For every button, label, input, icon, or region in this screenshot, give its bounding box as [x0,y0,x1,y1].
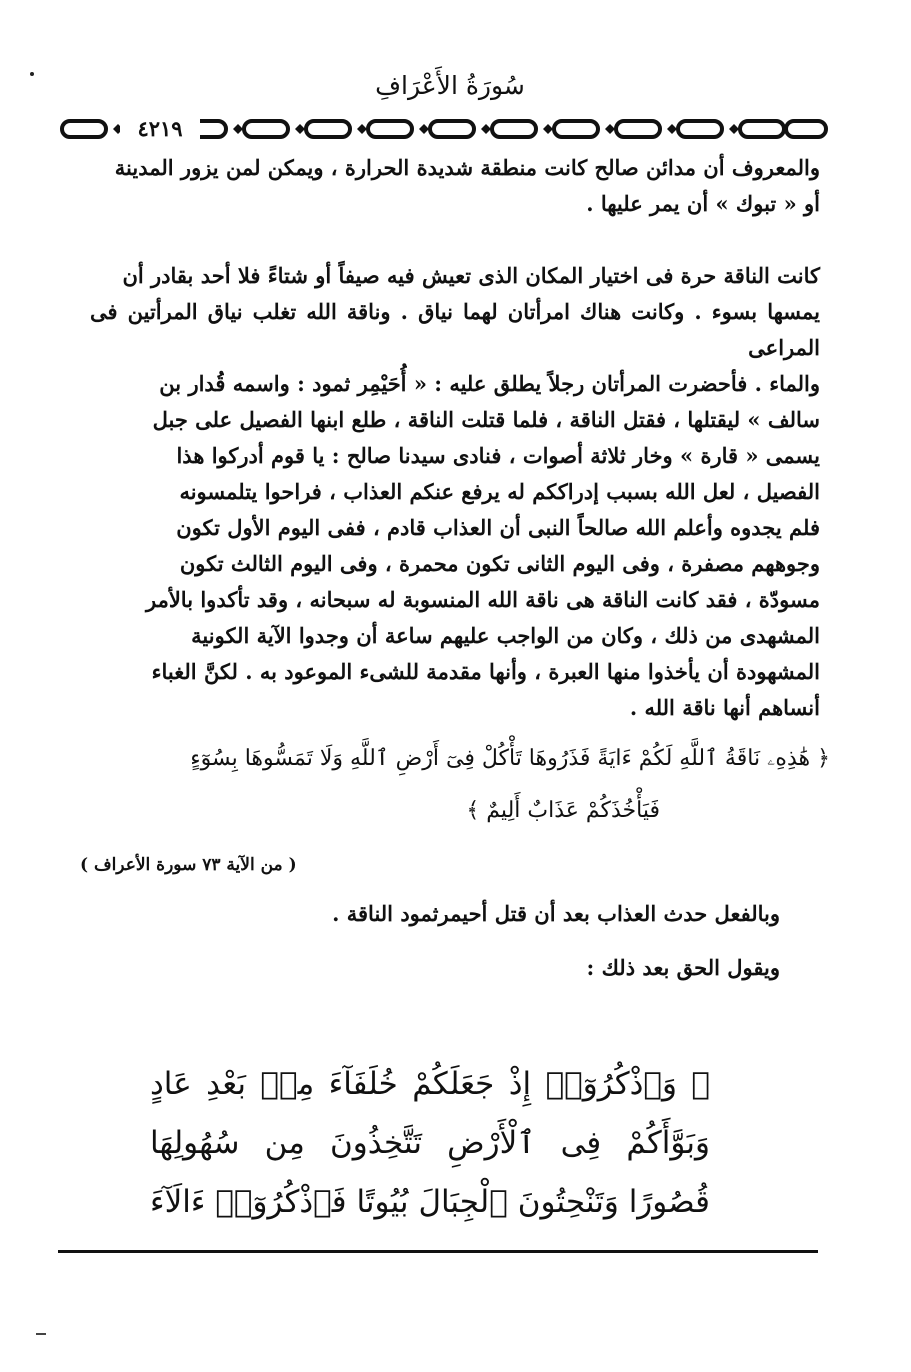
verse-line: وَبَوَّأَكُمْ فِى ٱلْأَرْضِ تَتَّخِذُونَ مِن سُهُولِهَا [150,1125,710,1161]
quran-verse-74 [150,1055,710,1232]
text-line: يسمى « قارة » وخار ثلاثة أصوات ، فنادى سيدنا صالح : يا قوم أدركوا هذا [176,443,820,468]
text-line: الفصيل ، لعل الله بسبب إدراككم له يرفع عنكم العذاب ، فراحوا يتلمسونه [179,479,820,504]
text-line: سالف » ليقتلها ، فقتل الناقة ، فلما قتلت الناقة ، طلع ابنها الفصيل على جبل [152,407,820,432]
page-speck [30,72,34,76]
text-line: مسودّة ، فقد كانت الناقة هى ناقة الله المنسوبة له سبحانه ، وقد تأكدوا بالأمر [145,587,820,612]
text-line: يمسها بسوء . وكانت هناك امرأتان لهما نياق . وناقة الله تغلب نياق المرأتين فى المراعى [90,299,820,360]
text-line: أو « تبوك » أن يمر عليها . [586,191,820,216]
text-line: المشهودة أن يأخذوا منها العبرة ، وأنها مقدمة للشىء الموعود به . لكنَّ الغباء [151,659,820,684]
footer-rule [58,1250,818,1253]
verse-line: ﴿ وَٱذْكُرُوٓا۟ إِذْ جَعَلَكُمْ خُلَفَآءَ مِنۢ بَعْدِ عَادٍ [150,1066,710,1102]
quran-verse-73 [40,733,830,837]
text-line: وجوههم مصفرة ، وفى اليوم الثانى تكون محمرة ، وفى اليوم الثالث تكون [179,551,820,576]
decorative-border-band [60,112,830,146]
text-line: كانت الناقة حرة فى اختيار المكان الذى تعيش فيه صيفاً أو شتاءً فلا أحد بقادر أن [122,263,820,288]
verse-line: قُصُورًا وَتَنْحِتُونَ ٱلْجِبَالَ بُيُوتًا فَٱذْكُرُوٓا۟ ءَالَآءَ [150,1184,710,1220]
page-number: ٤٢١٩ [120,112,200,146]
text-line: والماء . فأحضرت المرأتان رجلاً يطلق عليه : « أُحَيْمِر ثمود : واسمه قُدار بن [159,371,820,396]
text-line: فلم يجدوه وأعلم الله صالحاً النبى أن العذاب قادم ، ففى اليوم الأول تكون [176,515,820,540]
text-line: والمعروف أن مدائن صالح كانت منطقة شديدة الحرارة ، ويمكن لمن يزور المدينة [114,155,820,180]
verse-line: ﴿ هَٰذِهِۦ نَاقَةُ ٱللَّهِ لَكُمْ ءَايَةً فَذَرُوهَا تَأْكُلْ فِىٓ أَرْضِ ٱللَّهِ وَلَا تَمَسُّوهَا بِسُوٓءٍ [190,746,830,771]
paragraph-2 [90,258,820,726]
verse-line: فَيَأْخُذَكُمْ عَذَابٌ أَلِيمٌ ﴾ [466,798,660,823]
text-line: وبالفعل حدث العذاب بعد أن قتل أحيمرثمود الناقة . [332,901,780,926]
verse-reference: ( من الآية ٧٣ سورة الأعراف ) [80,855,297,875]
paragraph-3 [90,896,780,986]
surah-title: سُورَةُ الأَعْرَافِ [375,71,525,100]
text-line: ويقول الحق بعد ذلك : [586,955,780,980]
text-line: المشهدى من ذلك ، وكان من الواجب عليهم ساعة أن وجدوا الآية الكونية [191,623,820,648]
paragraph-1 [90,150,820,222]
text-line: أنساهم أنها ناقة الله . [629,695,820,720]
page-speck [36,1333,46,1335]
